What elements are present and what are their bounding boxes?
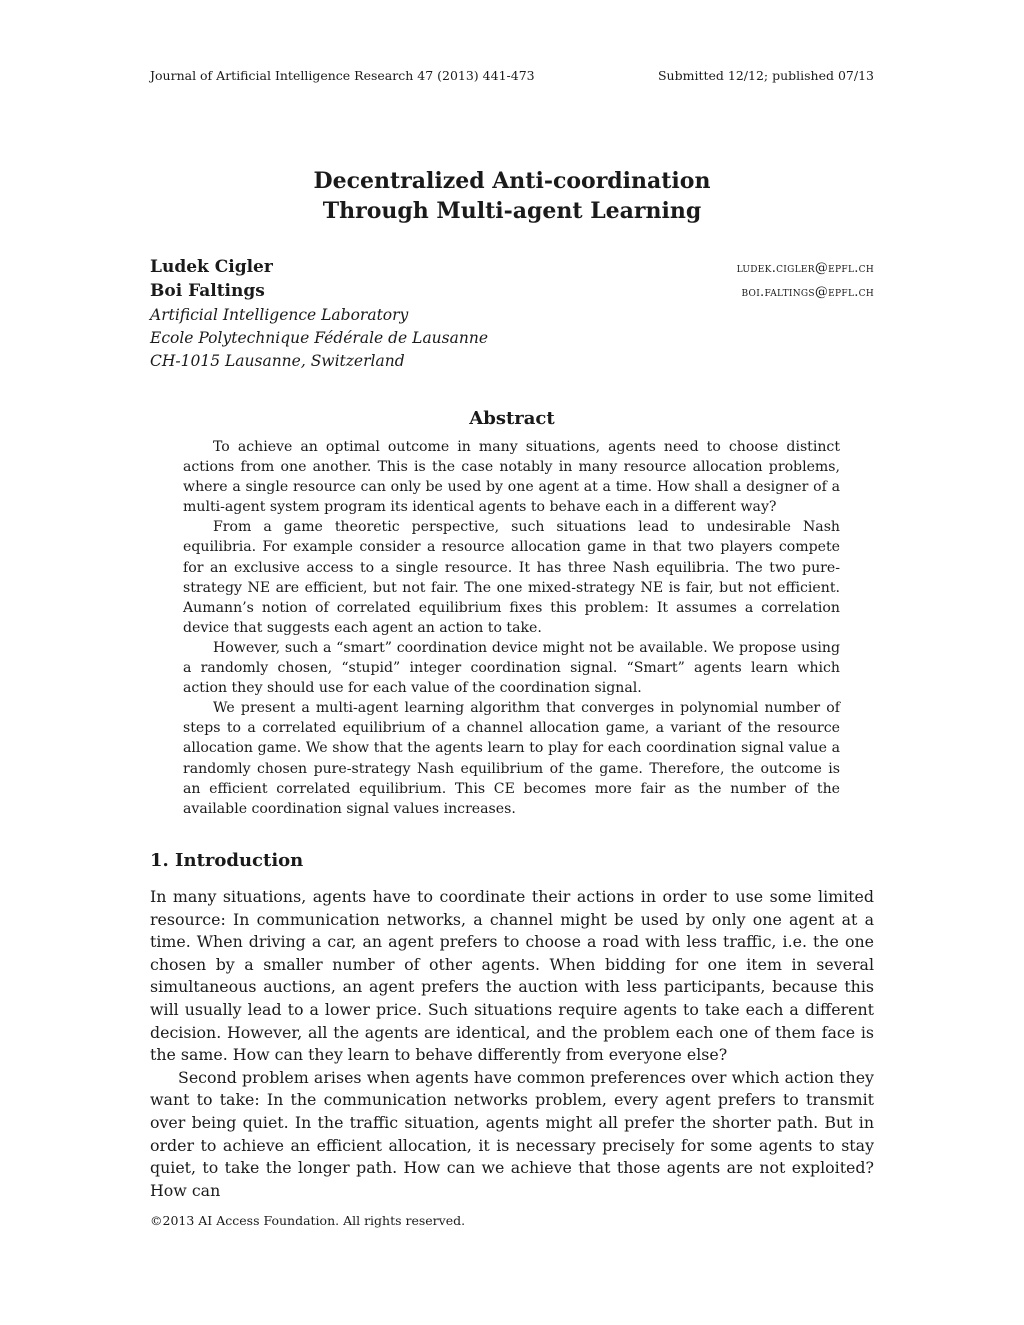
abstract-paragraph: To achieve an optimal outcome in many situations, agents need to choose distinct actions from one another. This is the case notably in many resource allocation problems, where a single resource can only be used by one agent at a time. How shall a designer of a multi-agent system program its identical agents to behave each in a different way? (183, 439, 840, 516)
affiliation-school: Ecole Polytechnique Fédérale de Lausanne (150, 329, 488, 347)
author-row (150, 256, 874, 280)
author-email[interactable]: boi.faltings@epfl.ch (741, 285, 874, 300)
title-line-1: Decentralized Anti-coordination (313, 168, 711, 194)
affiliation-lab: Artificial Intelligence Laboratory (150, 306, 409, 324)
journal-citation: Journal of Artificial Intelligence Research 47 (2013) 441-473 (150, 68, 535, 83)
section-heading-introduction: 1. Introduction (150, 850, 304, 871)
running-head (150, 68, 874, 84)
author-name: Ludek Cigler (150, 257, 273, 277)
abstract-heading: Abstract (469, 408, 555, 429)
title-line-2: Through Multi-agent Learning (322, 198, 702, 224)
paper-title (0, 166, 1024, 226)
affiliation-address: CH-1015 Lausanne, Switzerland (150, 352, 405, 370)
author-row (150, 280, 874, 304)
abstract-paragraph: However, such a “smart” coordination device might not be available. We propose using a randomly chosen, “stupid” integer coordination signal. “Smart” agents learn which action they should use for each value of the coordination signal. (183, 639, 840, 697)
author-block (150, 256, 874, 373)
author-email[interactable]: ludek.cigler@epfl.ch (736, 261, 874, 276)
submission-dates: Submitted 12/12; published 07/13 (657, 68, 874, 83)
abstract-paragraph: We present a multi-agent learning algorithm that converges in polynomial number of steps to a correlated equilibrium of a channel allocation game, a variant of the resource allocation game. We show that the agents learn to play for each coordination signal value a randomly chosen pure-strategy Nash equilibrium of the game. Therefore, the outcome is an efficient correlated equilibrium. This CE becomes more fair as the number of the available coordination signal values increases. (183, 700, 840, 817)
abstract-body (183, 437, 840, 819)
copyright-notice: ©2013 AI Access Foundation. All rights reserved. (150, 1213, 466, 1228)
introduction-body (150, 886, 874, 1202)
body-paragraph: Second problem arises when agents have common preferences over which action they want to take: In the communication networks problem, every agent prefers to transmit over being quiet. In the traffic situation, agents might all prefer the shorter path. But in order to achieve an efficient allocation, it is necessary precisely for some agents to stay quiet, to take the longer path. How can we achieve that those agents are not exploited? How can (150, 1067, 874, 1200)
author-name: Boi Faltings (150, 281, 265, 301)
abstract-paragraph: From a game theoretic perspective, such situations lead to undesirable Nash equilibria. For example consider a resource allocation game in that two players compete for an exclusive access to a single resource. It has three Nash equilibria. The two pure-strategy NE are efficient, but not fair. The one mixed-strategy NE is fair, but not efficient. Aumann’s notion of correlated equilibrium fixes this problem: It assumes a correlation device that suggests each agent an action to take. (183, 519, 840, 636)
body-paragraph: In many situations, agents have to coordinate their actions in order to use some limited resource: In communication networks, a channel might be used by only one agent at a time. When driving a car, an agent prefers to choose a road with less traffic, i.e. the one chosen by a smaller number of other agents. When bidding for one item in several simultaneous auctions, an agent prefers the auction with less participants, because this will usually lead to a lower price. Such situations require agents to take each a different decision. However, all the agents are identical, and the problem each one of them face is the same. How can they learn to behave differently from everyone else? (150, 887, 874, 1065)
